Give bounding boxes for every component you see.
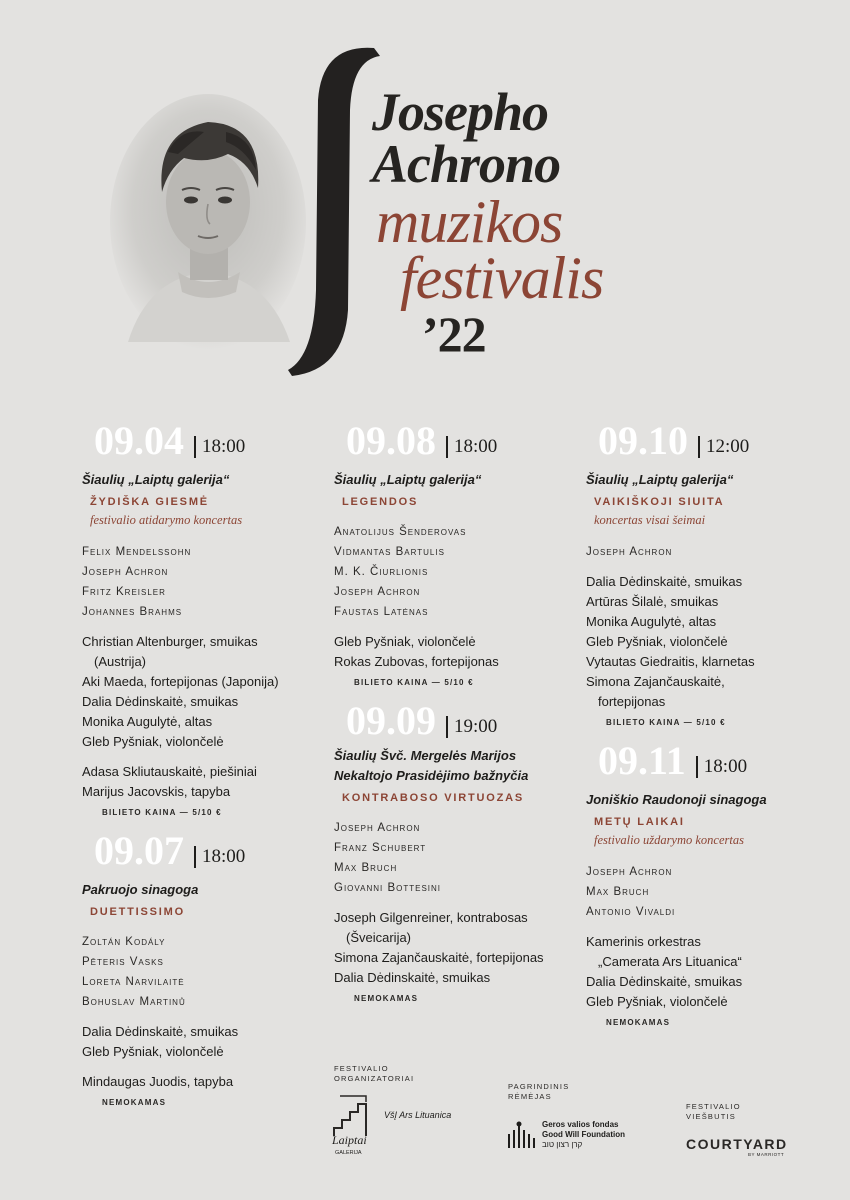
hotel-label [686, 1102, 741, 1122]
performer-list [82, 632, 312, 752]
concert-title: VAIKIŠKOJI SIUITA [594, 496, 725, 508]
composer-list [334, 522, 574, 622]
concert-title: METŲ LAIKAI [594, 816, 685, 828]
event-date: 09.11 [598, 738, 686, 783]
performer: fortepijonas [598, 694, 666, 709]
composer-list [334, 818, 574, 898]
performer: Dalia Dėdinskaitė, smuikas [82, 1024, 239, 1039]
event-header [598, 738, 826, 783]
event-venue-line-2: Nekaltojo Prasidėjimo bažnyčia [334, 768, 529, 783]
good-will-foundation-logo [506, 1120, 536, 1150]
concert-title: LEGENDOS [342, 496, 419, 508]
event-date: 09.08 [346, 418, 436, 463]
event-time: 18:00 [696, 756, 747, 778]
performer: Rokas Zubovas, fortepijonas [334, 654, 499, 669]
concert-subtitle: festivalio atidarymo koncertas [90, 513, 243, 527]
performer: Aki Maeda, fortepijonas (Japonija) [82, 674, 279, 689]
artist: Marijus Jacovskis, tapyba [82, 784, 231, 799]
event-header [598, 418, 826, 463]
performer: „Camerata Ars Lituanica“ [598, 954, 742, 969]
event-time: 18:00 [194, 436, 245, 458]
composer: Joseph Achron [334, 822, 421, 834]
composer: Antonio Vivaldi [586, 906, 676, 918]
courtyard-logo-sub: BY MARRIOTT [748, 1152, 785, 1157]
performer-list [82, 1022, 312, 1062]
performer: Simona Zajančauskaitė, [586, 674, 725, 689]
sponsor-name-he: קרן רצון טוב [542, 1140, 583, 1149]
event-date: 09.09 [346, 698, 436, 743]
artist: Adasa Skliutauskaitė, piešiniai [82, 764, 257, 779]
title-line-3: muzikos [376, 189, 563, 255]
ticket-price: NEMOKAMAS [606, 1018, 671, 1027]
ticket-price: NEMOKAMAS [354, 994, 419, 1003]
performer: Dalia Dėdinskaitė, smuikas [586, 974, 743, 989]
event-time: 12:00 [698, 436, 749, 458]
performer: Gleb Pyšniak, violončelė [334, 634, 476, 649]
composer: Giovanni Bottesini [334, 882, 442, 894]
performer: Gleb Pyšniak, violončelė [82, 734, 224, 749]
composer: M. K. Čiurlionis [334, 566, 429, 578]
composer: Felix Mendelssohn [82, 546, 192, 558]
composer: Faustas Latėnas [334, 606, 429, 618]
concert-title: KONTRABOSO VIRTUOZAS [342, 792, 525, 804]
sponsor-name-en: Good Will Foundation [542, 1130, 626, 1139]
event-venue: Pakruojo sinagoga [82, 882, 199, 897]
ticket-price: BILIETO KAINA — 5/10 € [354, 678, 474, 687]
composer: Zoltán Kodály [82, 936, 166, 948]
performer: Gleb Pyšniak, violončelė [586, 634, 728, 649]
concert-title: DUETTISSIMO [90, 906, 185, 918]
performer: Monika Augulytė, altas [586, 614, 717, 629]
performer-list [586, 932, 826, 1012]
event-header [94, 828, 312, 873]
ticket-price: BILIETO KAINA — 5/10 € [606, 718, 726, 727]
composer: Joseph Achron [82, 566, 169, 578]
performer: (Šveicarija) [346, 930, 412, 945]
event-date: 09.04 [94, 418, 184, 463]
laiptai-gallery-logo [330, 1092, 370, 1156]
organizers-label-line-2: ORGANIZATORIAI [334, 1074, 415, 1083]
composer: Johannes Brahms [82, 606, 183, 618]
event-time: 18:00 [194, 846, 245, 868]
concert-title: ŽYDIŠKA GIESMĖ [90, 496, 209, 508]
composer: Max Bruch [586, 886, 650, 898]
performer: (Austrija) [94, 654, 147, 669]
title-line-4: festivalis [400, 245, 604, 311]
title-year: ’22 [422, 306, 486, 362]
event-header [94, 418, 312, 463]
laiptai-logo-text: Laiptai [332, 1133, 367, 1147]
sponsor-name-lt: Geros valios fondas [542, 1120, 619, 1129]
composer: Anatolijus Šenderovas [334, 526, 467, 538]
ticket-price: BILIETO KAINA — 5/10 € [102, 808, 222, 817]
event-0909 [334, 700, 574, 1003]
performer: Simona Zajančauskaitė, fortepijonas [334, 950, 544, 965]
performer: Kamerinis orkestras [586, 934, 701, 949]
event-0907 [82, 830, 312, 1107]
composer-list [82, 932, 312, 1012]
sponsor-label-line-2: RĖMĖJAS [508, 1092, 552, 1101]
hotel-label-line-2: VIEŠBUTIS [686, 1112, 736, 1121]
organizer-name: VšĮ Ars Lituanica [384, 1110, 452, 1120]
event-header [346, 418, 574, 463]
event-header [346, 698, 574, 743]
performer: Christian Altenburger, smuikas [82, 634, 258, 649]
event-date: 09.10 [598, 418, 688, 463]
event-venue: Joniškio Raudonoji sinagoga [586, 792, 767, 807]
courtyard-logo: COURTYARD [686, 1136, 788, 1152]
concert-subtitle: festivalio uždarymo koncertas [594, 833, 744, 847]
hotel-label-line-1: FESTIVALIO [686, 1102, 741, 1111]
performer-list [334, 908, 574, 988]
composer: Max Bruch [334, 862, 398, 874]
composer: Pēteris Vasks [82, 956, 164, 968]
performer: Joseph Gilgenreiner, kontrabosas [334, 910, 528, 925]
event-venue: Šiaulių „Laiptų galerija“ [334, 472, 482, 487]
performer: Dalia Dėdinskaitė, smuikas [586, 574, 743, 589]
artist-list [82, 762, 312, 802]
performer: Artūras Šilalė, smuikas [586, 594, 719, 609]
event-time: 18:00 [446, 436, 497, 458]
event-0908 [334, 420, 574, 687]
event-venue: Šiaulių Švč. Mergelės Marijos [334, 748, 517, 763]
composer: Bohuslav Martinů [82, 996, 186, 1008]
title-line-1: Josepho [372, 82, 549, 142]
composer: Vidmantas Bartulis [334, 546, 445, 558]
performer: Dalia Dėdinskaitė, smuikas [82, 694, 239, 709]
composer: Joseph Achron [334, 586, 421, 598]
title-line-2: Achrono [372, 134, 561, 194]
performer: Monika Augulytė, altas [82, 714, 213, 729]
artist-list [82, 1072, 312, 1092]
organizers-label [334, 1064, 414, 1084]
performer-list [334, 632, 574, 672]
event-0910 [586, 420, 826, 727]
performer: Gleb Pyšniak, violončelė [82, 1044, 224, 1059]
organizers-label-line-1: FESTIVALIO [334, 1064, 389, 1073]
artist: Mindaugas Juodis, tapyba [82, 1074, 234, 1089]
event-venue: Šiaulių „Laiptų galerija“ [82, 472, 230, 487]
ticket-price: NEMOKAMAS [102, 1098, 167, 1107]
composer: Fritz Kreisler [82, 586, 166, 598]
laiptai-logo-subtext: GALERIJA [335, 1150, 362, 1156]
sponsor-label [508, 1082, 569, 1102]
performer: Vytautas Giedraitis, klarnetas [586, 654, 755, 669]
composer-list [82, 542, 312, 622]
composer: Joseph Achron [586, 866, 673, 878]
event-0904 [82, 420, 312, 817]
portrait-photo [108, 92, 308, 354]
composer: Joseph Achron [586, 546, 673, 558]
event-venue: Šiaulių „Laiptų galerija“ [586, 472, 734, 487]
festival-title [372, 82, 604, 362]
performer-list [586, 572, 826, 712]
composer: Loreta Narvilaitė [82, 976, 185, 988]
event-time: 19:00 [446, 716, 497, 738]
sponsor-name [542, 1120, 625, 1150]
concert-subtitle: koncertas visai šeimai [594, 513, 706, 527]
composer: Franz Schubert [334, 842, 427, 854]
composer-list [586, 862, 826, 922]
performer: Gleb Pyšniak, violončelė [586, 994, 728, 1009]
performer: Dalia Dėdinskaitė, smuikas [334, 970, 491, 985]
composer-list [586, 542, 826, 562]
sponsor-label-line-1: PAGRINDINIS [508, 1082, 570, 1091]
event-date: 09.07 [94, 828, 184, 873]
event-0911 [586, 740, 826, 1027]
